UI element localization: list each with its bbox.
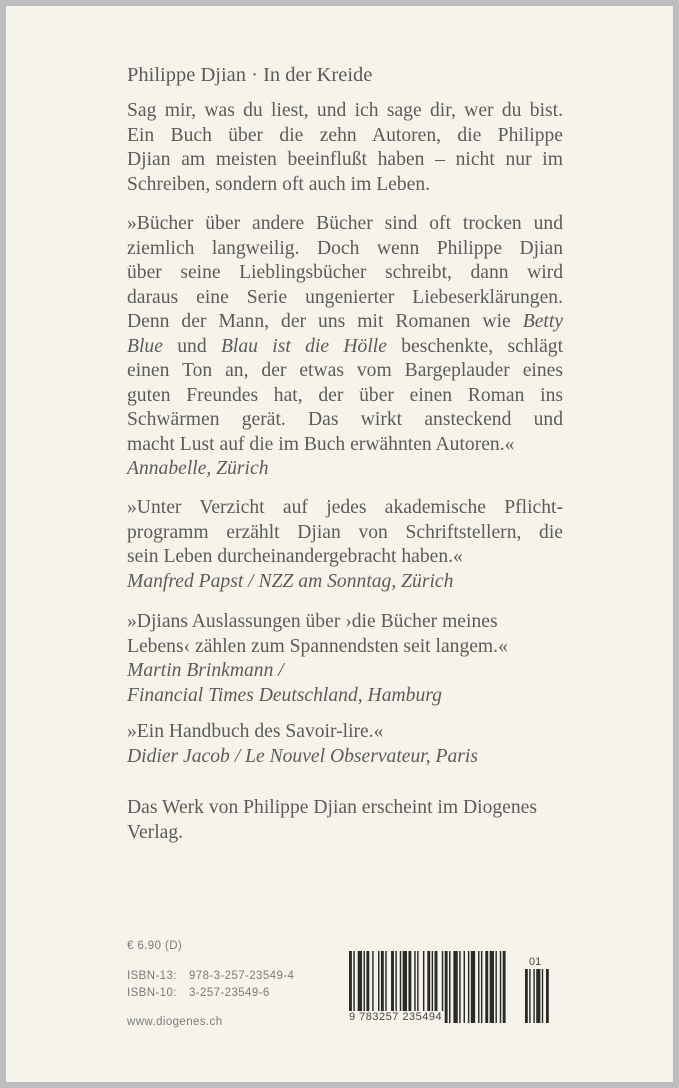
quote-line: »Bücher über andere Bücher sind oft trocken und bbox=[127, 213, 563, 234]
isbn13-value: 978-3-257-23549-4 bbox=[189, 970, 295, 982]
barcode-bar bbox=[490, 951, 494, 1023]
intro-line: Djian am meisten beeinflußt haben – nicht nur im bbox=[127, 149, 563, 170]
addon-bar bbox=[542, 969, 543, 1023]
quote-line: guten Freundes hat, der über einen Roman ins bbox=[127, 384, 563, 406]
barcode-bar bbox=[500, 951, 501, 1023]
quote-line: »Ein Handbuch des Savoir-lire.« bbox=[127, 721, 384, 742]
barcode-bar bbox=[503, 951, 506, 1023]
quote-text: Denn der Mann, der uns mit Romanen wie bbox=[127, 311, 511, 332]
barcode-bar bbox=[459, 951, 460, 1023]
barcode-bar bbox=[485, 951, 488, 1023]
quote-line: Schwärmen gerät. Das wirkt ansteckend und bbox=[127, 409, 563, 430]
quote-line: »Unter Verzicht auf jedes akademische Pflicht- bbox=[127, 497, 563, 518]
addon-bar bbox=[546, 969, 549, 1023]
isbn10 bbox=[127, 987, 270, 999]
barcode-bar bbox=[445, 951, 448, 1023]
intro-line: Ein Buch über die zehn Autoren, die Philippe bbox=[127, 124, 563, 146]
addon-bar bbox=[536, 969, 540, 1023]
addon-bar bbox=[529, 969, 530, 1023]
intro-line: Schreiben, sondern oft auch im Leben. bbox=[127, 173, 431, 195]
isbn13 bbox=[127, 970, 294, 982]
quote-source: Martin Brinkmann / bbox=[127, 660, 284, 681]
barcode-digits: 9 783257 235494 bbox=[349, 1011, 443, 1023]
quote-source: Annabelle, Zürich bbox=[127, 458, 269, 479]
review-quote-nouvel-obs bbox=[127, 720, 563, 769]
book-title: Philippe Djian · In der Kreide bbox=[127, 64, 373, 86]
barcode-bar bbox=[481, 951, 482, 1023]
publisher-line: Das Werk von Philippe Djian erscheint im Diogenes bbox=[127, 797, 537, 818]
quote-line: programm erzählt Djian von Schriftstellern, die bbox=[127, 521, 563, 543]
quote-text: und bbox=[162, 335, 221, 357]
barcode-bar bbox=[495, 951, 496, 1023]
quote-line bbox=[127, 310, 563, 335]
quote-source: Manfred Papst / NZZ am Sonntag, Zürich bbox=[127, 570, 454, 592]
publisher-note bbox=[127, 796, 563, 845]
barcode-bar bbox=[471, 951, 475, 1023]
quote-line: »Djians Auslassungen über ›die Bücher meines bbox=[127, 611, 498, 632]
quote-source: Financial Times Deutschland, Hamburg bbox=[127, 684, 442, 706]
quote-text: beschenkte, schlägt bbox=[386, 335, 564, 357]
barcode-bar bbox=[468, 951, 469, 1023]
quote-line bbox=[127, 335, 563, 360]
quote-line: über seine Lieblingsbücher schreibt, dann wird bbox=[127, 262, 563, 283]
quote-line: sein Leben durcheinandergebracht haben.« bbox=[127, 546, 463, 567]
review-quote-nzz bbox=[127, 496, 563, 594]
book-title-betty-blue: Betty bbox=[522, 311, 564, 332]
publisher-website: www.diogenes.ch bbox=[127, 1016, 223, 1028]
book-back-cover bbox=[6, 6, 673, 1082]
quote-line: Lebens‹ zählen zum Spannendsten seit langem.« bbox=[127, 635, 508, 657]
barcode-bar bbox=[453, 951, 457, 1023]
addon-barcode-digits: 01 bbox=[529, 956, 542, 968]
review-quote-annabelle bbox=[127, 212, 563, 482]
isbn10-label: ISBN-10: bbox=[127, 987, 177, 999]
quote-line: macht Lust auf die im Buch erwähnten Autoren.« bbox=[127, 433, 515, 455]
quote-line: ziemlich langweilig. Doch wenn Philippe Djian bbox=[127, 237, 563, 259]
price-label: € 6.90 (D) bbox=[127, 940, 183, 952]
barcode-bar bbox=[449, 951, 450, 1023]
isbn10-value: 3-257-23549-6 bbox=[189, 987, 270, 999]
quote-line: daraus eine Serie ungenierter Liebeserklärungen. bbox=[127, 286, 563, 308]
quote-source: Didier Jacob / Le Nouvel Observateur, Paris bbox=[127, 745, 479, 767]
barcode-bar bbox=[478, 951, 479, 1023]
quote-line: einen Ton an, der etwas vom Bargeplauder eines bbox=[127, 360, 563, 381]
barcode-bar bbox=[464, 951, 465, 1023]
addon-bar bbox=[533, 969, 534, 1023]
book-title-blau: Blau ist die Hölle bbox=[220, 335, 387, 357]
isbn13-label: ISBN-13: bbox=[127, 970, 177, 982]
publisher-line: Verlag. bbox=[127, 821, 184, 843]
intro-line: Sag mir, was du liest, und ich sage dir, wer du bist. bbox=[127, 100, 563, 121]
review-quote-ftd bbox=[127, 610, 563, 708]
intro-paragraph bbox=[127, 99, 563, 197]
book-title-betty-blue: Blue bbox=[127, 335, 163, 357]
addon-bar bbox=[525, 969, 528, 1023]
